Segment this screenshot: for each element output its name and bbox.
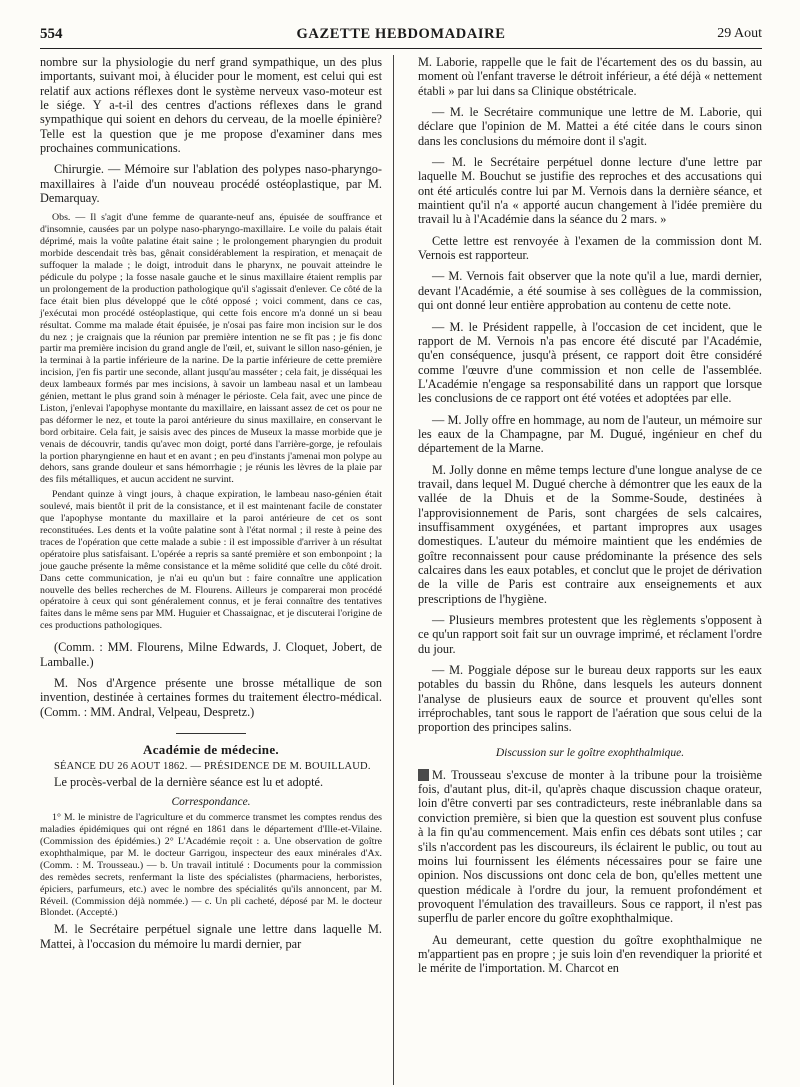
paragraph-bouchut-letter: — M. le Secrétaire perpétuel donne lecture d'une lettre par laquelle M. Bouchut se justifie des reproches et des accusations qui ont été articulés contre lui par M. Vernois dans la dernière séance, et maintient qu'il n'a « apporté aucun changement à l'idée première du travail lu à l'Académie dans la séance du 2 mars. » [418, 155, 762, 227]
paragraph-plusieurs-membres: — Plusieurs membres protestent que les règlements s'opposent à ce qu'un rapport soit fait sur un ouvrage imprimé, et réclament l'ordre du jour. [418, 613, 762, 656]
commission-note: (Comm. : MM. Flourens, Milne Edwards, J. Cloquet, Jobert, de Lamballe.) [40, 640, 382, 669]
left-column [40, 55, 382, 958]
paragraph-president: — M. le Président rappelle, à l'occasion de cet incident, que le rapport de M. Vernois n'a pas encore été discuté par l'Académie, qu'en conséquence, jusqu'à présent, ce rapport doit être considéré comme l'œuvre d'une commission et non celle de l'assemblée. L'Académie n'engage sa responsabilité dans un rapport que lorsque les conclusions de ce rapport ont été votées et adoptées par elle. [418, 319, 762, 406]
paragraph-vernois: — M. Vernois fait observer que la note qu'il a lue, mardi dernier, devant l'Académie, a été soumise à ses collègues de la commission, qui ont donné leur entière approbation au contenu de cette note. [418, 269, 762, 313]
paragraph-poggiale: — M. Poggiale dépose sur le bureau deux rapports sur les eaux potables du bassin du Rhône, dans lesquels les auteurs donnent l'analyse de plusieurs eaux de source et prouvent qu'elles sont irréprochables, tant sous le rapport de l'aération que sous celui de la proportion des principes salins. [418, 663, 762, 735]
paragraph-trousseau-text: M. Trousseau s'excuse de monter à la tribune pour la troisième fois, d'autant plus, dit-il, qu'après chaque discussion chaque orateur, loin d'être converti par ses contradicteurs, reste inébranlable dans sa conviction première, si bien que la question est souvent plus confuse à la fin qu'au commencement. Mais enfin ces débats sont utiles ; car s'ils n'accordent pas les discoureurs, ils éclairent le public, ou tout au moins lui fournissent les éléments nécessaires pour se faire une opinion. Nos discussions ont donc cela de bon, qu'elles mettent une question médicale à l'ordre du jour, la remuent profondément et provoquent l'émulation des travailleurs. Sous ce rapport, il n'est pas superflu de parler encore du goître exophthalmique. [418, 767, 762, 926]
page-number: 554 [40, 26, 63, 42]
issue-date: 29 Aout [717, 26, 762, 41]
observation-text: Obs. — Il s'agit d'une femme de quarante-neuf ans, épuisée de souffrance et d'insomnie, causées par un polype naso-pharyngo-maxillaire. Le voile du palais était déprimé, mais la voûte palatine était saine ; le prolongement pharyngien du produit morbide descendait très bas, gênait considérablement la respiration, et menaçait de suffoquer la malade ; le doigt, introduit dans le pharynx, ne pouvait atteindre le pédicule du polype ; la fosse nasale gauche et le sinus maxillaire étaient remplis par un prolongement de la production pathologique qu'il s'agissait d'enlever. Ce côté de la face était bien plus développé que le côté opposé ; voici comment, dans ce cas, j'exécutai mon procédé ostéoplastique, qui cette fois encore m'a donné un si beau résultat. Comme ma malade était épuisée, je n'osai pas faire mon incision sur le dos du nez ; je craignais que la réunion par première intention ne se fît pas ; je fis donc partir ma première incision du grand angle de l'œil, et, suivant le sillon naso-génien, je la terminai à la partie inférieure de la narine. De la partie inférieure de cette première incision, j'en fis partir une seconde, allant jusqu'au masséter ; cela fait, je disséquai les deux lambeaux formés par mes incisions, à savoir un lambeau nasal et un lambeau génien, mettant le plus grand soin à ménager le périoste. Cela fait, avec une pince de Liston, j'enlevai l'apophyse montante du maxillaire, en laissant assez de cet os pour ne pas déformer le nez, et toute la paroi antérieure du sinus maxillaire, en conservant le bord orbitaire. Cela fait, je saisis avec des pinces de Museux la masse morbide que je venais de découvrir, tandis qu'avec mon doigt, porté dans l'arrière-gorge, je refoulais la portion pharyngienne en haut et en avant ; en peu d'instants j'amenai mon polype au dehors, sans grande douleur et sans hémorrhagie ; je réunis les lèvres de la plaie par des fils métalliques, et aucun accident ne survint. [40, 212, 382, 486]
right-column [418, 55, 762, 983]
academy-heading: Académie de médecine. [143, 741, 279, 757]
paragraph-secretaire-laborie: — M. le Secrétaire communique une lettre de M. Laborie, qui déclare que l'opinion de M. Mattei a été citée dans le cours sinon dans les conclusions du mémoire dont il s'agit. [418, 105, 762, 148]
section-rule [176, 733, 246, 734]
paragraph-brosse-metallique: M. Nos d'Argence présente une brosse métallique de son invention, destinée à certaines formes du traitement électro-médical. (Comm. : MM. Andral, Velpeau, Despretz.) [40, 675, 382, 719]
paragraph-jolly-analyse: M. Jolly donne en même temps lecture d'une longue analyse de ce travail, dans lequel M. Dugué cherche à démontrer que les eaux de la vallée de la Dhuis et de la Somme-Soude, destinées à l'approvisionnement de Paris, sont chargées de sels calcaires, insuffisamment oxygénées, et partant impropres aux usages domestiques. L'auteur du mémoire maintient que les endémies de goître reconnaissent pour cause prédominante la présence des sels calcaires dans les eaux potables, et conclut que le projet de dérivation de la ville de Paris est contraire aux enseignements et aux prescriptions de l'hygiène. [418, 462, 762, 606]
proces-verbal: Le procès-verbal de la dernière séance est lu et adopté. [54, 774, 324, 789]
paragraph-au-demeurant: Au demeurant, cette question du goître exophthalmique ne m'appartient pas en propre ; je suis loin d'en revendiquer la priorité et le mérite de l'importation. M. Charcot en [418, 932, 762, 976]
paragraph-laborie: M. Laborie, rappelle que le fait de l'écartement des os du bassin, au moment où l'enfant traverse le détroit inférieur, a été déjà « nettement établi » par lui dans sa Clinique obstétricale. [418, 55, 762, 98]
drop-initial-ornament [418, 769, 429, 781]
paragraph-sympathetic-nerve: nombre sur la physiologie du nerf grand sympathique, un des plus importants, suivant moi, à élucider pour le moment, est celui qui est relatif aux actions réflexes dont le système nerveux vaso-moteur est le siége. Y a-t-il des centres d'actions réflexes dans le grand sympathique qui soient en dehors du cerveau, de la moelle épinière? Telle est la question que je me propose d'examiner dans mes prochaines communications. [40, 55, 382, 156]
column-divider [393, 55, 394, 1085]
two-column-body [40, 55, 762, 1085]
paragraph-renvoyee: Cette lettre est renvoyée à l'examen de la commission dont M. Vernois est rapporteur. [418, 233, 762, 263]
correspondance-heading: Correspondance. [171, 796, 251, 809]
paragraph-trousseau [418, 768, 762, 926]
paragraph-chirurgie: Chirurgie. — Mémoire sur l'ablation des polypes naso-pharyngo-maxillaires à l'aide d'un nouveau procédé ostéoplastique, par M. Demarquay. [40, 162, 382, 206]
running-header [40, 26, 762, 49]
seance-line: SÉANCE DU 26 AOUT 1862. — PRÉSIDENCE DE M. BOUILLAUD. [54, 760, 371, 772]
discussion-heading: Discussion sur le goître exophthalmique. [495, 746, 685, 759]
paragraph-secretaire-mattei: M. le Secrétaire perpétuel signale une lettre dans laquelle M. Mattei, à l'occasion du mémoire lu mardi dernier, par [40, 922, 382, 951]
paragraph-jolly-hommage: — M. Jolly offre en hommage, au nom de l'auteur, un mémoire sur les eaux de la Champagne, par M. Dugué, ingénieur en chef du département de la Marne. [418, 412, 762, 456]
journal-title: GAZETTE HEBDOMADAIRE [296, 26, 506, 42]
correspondance-text: 1° M. le ministre de l'agriculture et du commerce transmet les comptes rendus des maladies épidémiques qui ont régné en 1861 dans le département d'Ille-et-Vilaine. (Commission des épidémies.) 2° L'Académie reçoit : a. Une observation de goître exophthalmique, par M. le docteur Garrigou, inspecteur des eaux minérales d'Ax. (Comm. : M. Trousseau.) — b. Un travail intitulé : Documents pour la commission des remèdes secrets, renfermant la liste des spécialistes (pharmaciens, herboristes, épiciers, parfumeurs, etc.) avec le nombre des spécialités qu'ils annoncent, par M. Réveil. (Commission déjà nommée.) — c. Un pli cacheté, déposé par M. le docteur Blondet. (Accepté.) [40, 812, 382, 919]
observation-followup: Pendant quinze à vingt jours, à chaque expiration, le lambeau naso-génien était soulevé, mais bientôt il prit de la consistance, et il est maintenant facile de constater que l'apophyse montante du maxillaire et la paroi antérieure de cet os sont reconstituées. Les dents et la voûte palatine sont à l'état normal ; il reste à peine des traces de l'opération que cette malade a subie : il est impossible d'arriver à un résultat opératoire plus satisfaisant. L'opérée a repris sa santé première et son embonpoint ; la joue gauche présente la même consistance et la même solidité que celle du côté droit. Dans cette communication, je n'ai eu qu'un but : faire connaître une application nouvelle des belles recherches de M. Flourens. Ailleurs je comparerai mon procédé opératoire à ceux qui sont généralement connus, et je ferai connaître des tentatives faites dans le même sens par MM. Huguier et Chassaignac, et je discuterai l'origine de ces productions pathologiques. [40, 489, 382, 632]
